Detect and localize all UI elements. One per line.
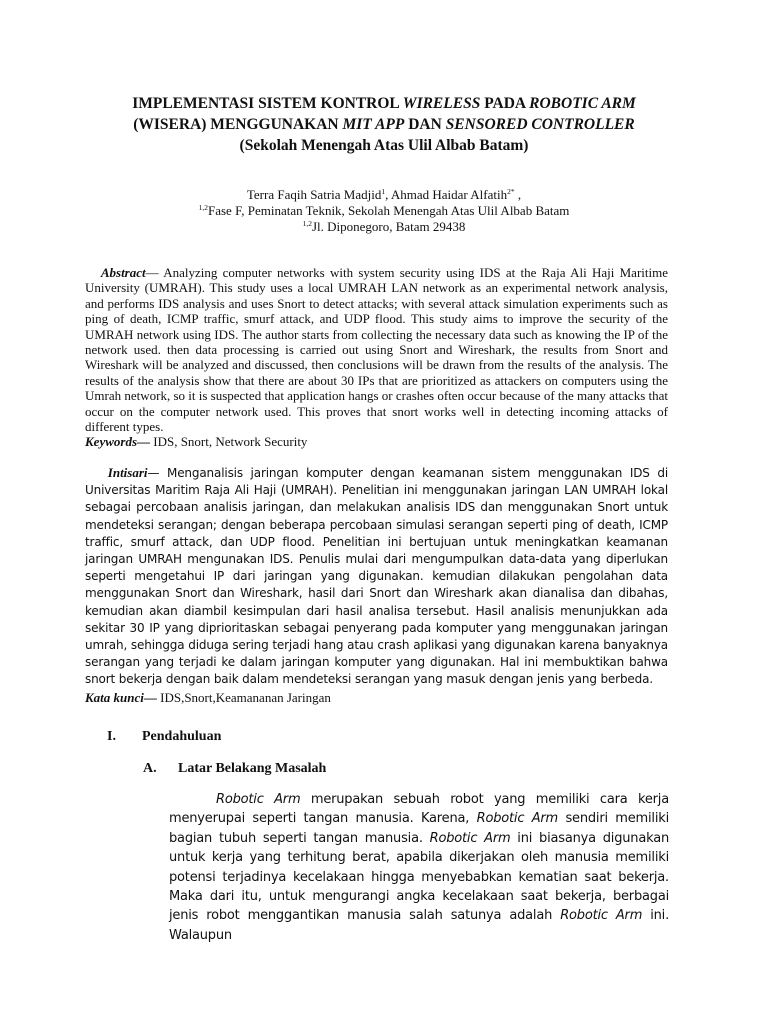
abstract-section (85, 265, 668, 450)
abstract-text: Abstract— Analyzing computer networks with system security using IDS at the Raja Ali Haji Maritime University (UMRAH). This study uses a local UMRAH LAN network as an experimental network analysis, and performs IDS analysis and uses Snort to detect attacks; with several attack simulation experiments such as ping of death, ICMP traffic, smurf attack, and UDP flood. This study aims to improve the security of the UMRAH network using IDS. The author starts from collecting the necessary data such as knowing the IP of the network used. then data processing is carried out using Snort and Wireshark, the results from Snort and Wireshark will be analyzed and discussed, then conclusions will be drawn from the results of the analysis. The results of the analysis show that there are about 30 IPs that are prioritized as attackers on computers using the Umrah network, so it is suspected that application hangs or crashes often occur because of the many attacks that occur on the computer network used. This proves that snort works well in detecting incoming attacks of different types. (85, 265, 669, 435)
title-subtitle: (Sekolah Menengah Atas Ulil Albab Batam) (239, 137, 529, 154)
section-heading-introduction: I. Pendahuluan (107, 729, 222, 744)
intisari-keywords: Kata kunci— IDS,Snort,Keamananan Jaringan (85, 689, 331, 705)
intisari-text: Intisari— Menganalisis jaringan komputer dengan keamanan sistem menggunakan IDS di Universitas Maritim Raja Ali Haji (UMRAH). Penelitian ini menggunakan jaringan LAN UMRAH lokal sebagai percobaan analisis jaringan, dan melakukan analisis IDS dan menggunakan Snort untuk mendeteksi serangan; dengan beberapa percobaan simulasi serangan seperti ping of death, ICMP traffic, smurf attack, dan UDP flood. Penelitian ini bertujuan untuk meningkatkan keamanan jaringan UMRAH mengunakan IDS. Penulis mulai dari mengumpulkan data-data yang diperlukan seperti mengetahui IP dari jaringan yang digunakan. kemudian dilakukan pengolahan data menggunakan Snort dan Wireshark, hasil dari Snort dan Wireshark akan dianalisa dan dibahas, kemudian akan diambil kesimpulan dari hasil analisa tersebut. Hasil analisis menunjukkan ada sekitar 30 IP yang diprioritaskan sebagai penyerang pada komputer yang menggunakan jaringan umrah, sehingga diduga sering terjadi hang atau crash aplikasi yang digunakan karena banyaknya serangan yang terjadi ke dalam jaringan komputer yang digunakan. Hal ini membuktikan bahwa snort bekerja dengan baik dalam mendeteksi serangan yang masuk dengan jenis yang berbeda. (85, 465, 669, 687)
title-line-2: (WISERA) MENGGUNAKAN MIT APP DAN SENSORED CONTROLLER (133, 116, 635, 133)
author-address: $^{1,2}$Jl. Diponegoro, Batam 29438 (302, 219, 466, 234)
paper-title (60, 93, 708, 156)
intisari-section (85, 464, 668, 706)
author-block (60, 187, 708, 235)
author-names: Terra Faqih Satria Madjid$^1$, Ahmad Haidar Alfatih$^{2*}$ , (246, 187, 522, 202)
body-paragraph: Robotic Arm merupakan sebuah robot yang memiliki cara kerja menyerupai seperti tangan manusia. Karena, Robotic Arm sendiri memiliki bagian tubuh seperti tangan manusia. Robotic Arm ini biasanya digunakan untuk kerja yang terhitung berat, apabila dikerjakan oleh manusia memiliki potensi terjadinya kecelakaan hingga menyebabkan kematian saat bekerja. Maka dari itu, untuk mengurangi angka kecelakaan saat bekerja, berbagai jenis robot menggantikan manusia salah satunya adalah Robotic Arm ini. Walaupun (169, 792, 670, 943)
title-line-1: IMPLEMENTASI SISTEM KONTROL WIRELESS PADA ROBOTIC ARM (132, 95, 636, 112)
abstract-keywords: Keywords— IDS, Snort, Network Security (85, 434, 308, 450)
subsection-heading-background: A. Latar Belakang Masalah (143, 761, 327, 776)
author-affiliation: $^{1,2}$Fase F, Peminatan Teknik, Sekolah Menengah Atas Ulil Albab Batam (198, 203, 570, 218)
